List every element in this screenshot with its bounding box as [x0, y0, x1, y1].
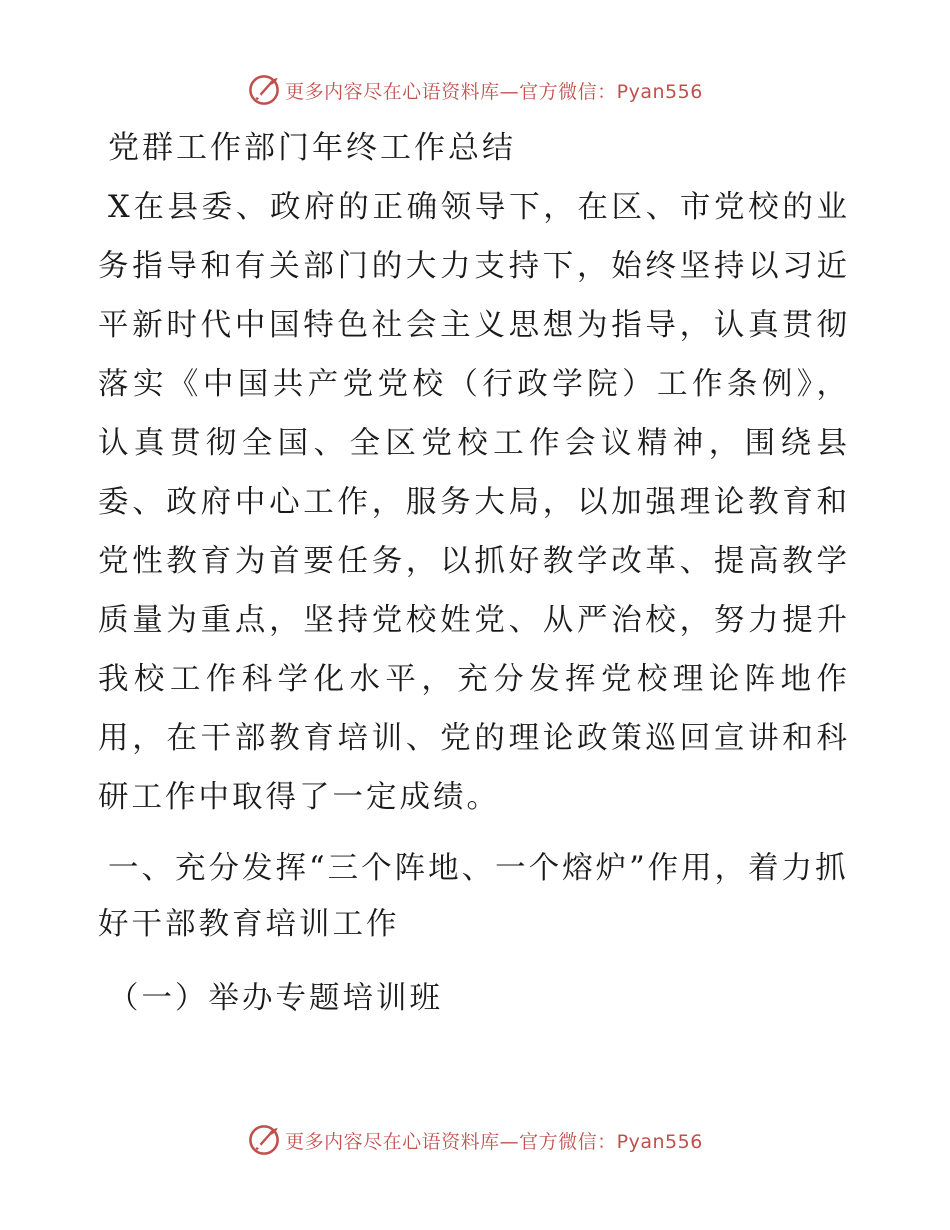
- watermark-text: 更多内容尽在心语资料库—官方微信：Pyan556: [285, 80, 703, 103]
- subsection-heading-1: （一）举办专题培训班: [108, 981, 443, 1016]
- document-body: [98, 126, 850, 1027]
- document-title: 党群工作部门年终工作总结: [108, 130, 516, 166]
- watermark-text: 更多内容尽在心语资料库—官方微信：Pyan556: [285, 1130, 703, 1153]
- footer-watermark-banner: [0, 1118, 950, 1162]
- section-heading-1: 一、充分发挥“三个阵地、一个熔炉”作用，着力抓好干部教育培训工作: [98, 851, 849, 942]
- quill-pen-logo-icon: [247, 73, 281, 107]
- header-watermark-banner: [0, 68, 950, 112]
- quill-pen-logo-icon: [247, 1123, 281, 1157]
- intro-paragraph: X在县委、政府的正确领导下，在区、市党校的业务指导和有关部门的大力支持下，始终坚持以习近平新时代中国特色社会主义思想为指导，认真贯彻落实《中国共产党党校（行政学院）工作条例》，认真贯彻全国、全区党校工作会议精神，围绕县委、政府中心工作，服务大局，以加强理论教育和党性教育为首要任务，以抓好教学改革、提高教学质量为重点，坚持党校姓党、从严治校，努力提升我校工作科学化水平，充分发挥党校理论阵地作用，在干部教育培训、党的理论政策巡回宣讲和科研工作中取得了一定成绩。: [98, 190, 850, 815]
